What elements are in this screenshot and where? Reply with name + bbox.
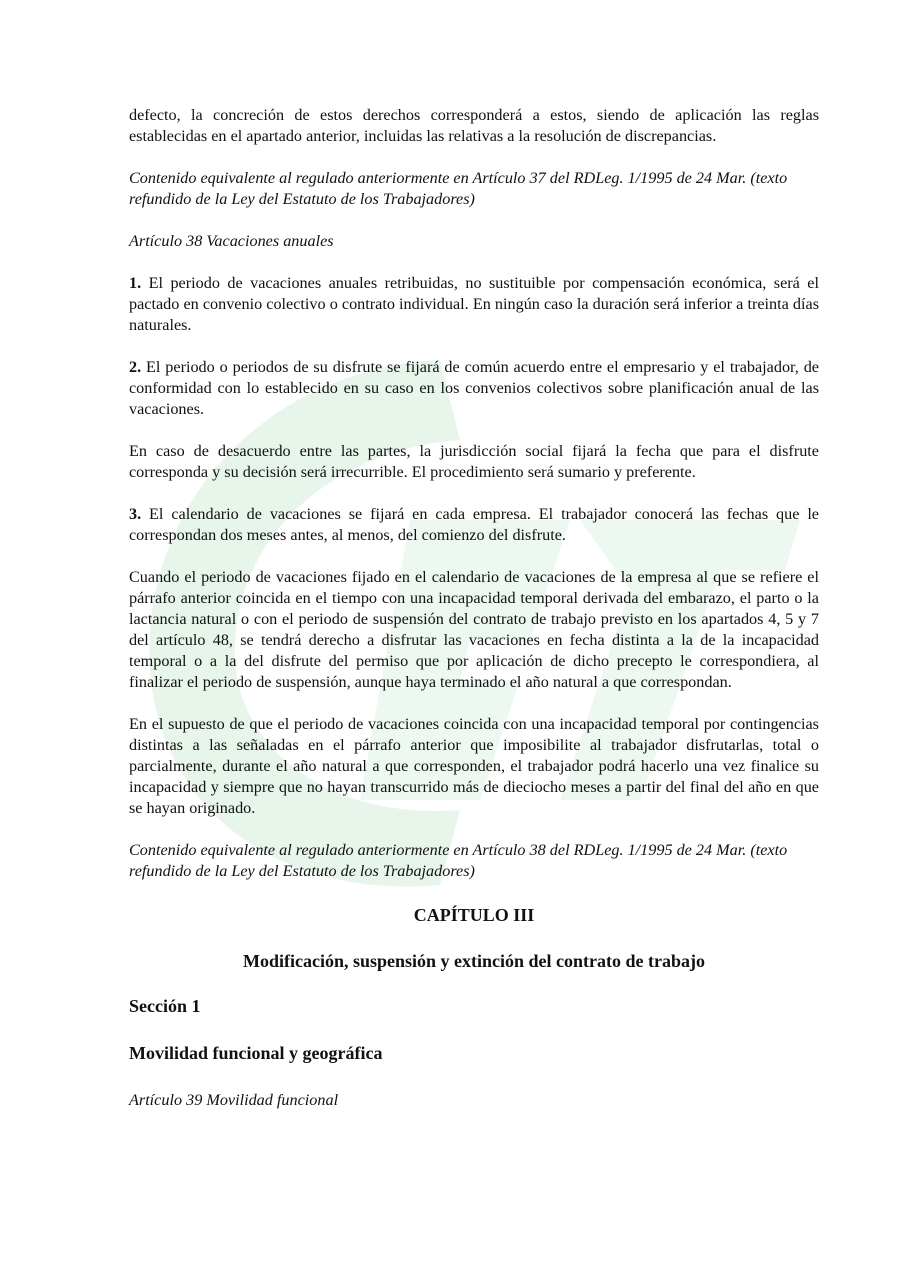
article-38-item-2 <box>129 357 819 420</box>
chapter-subtitle: Modificación, suspensión y extinción del contrato de trabajo <box>243 951 705 971</box>
document-page <box>129 105 819 1132</box>
paragraph-desacuerdo: En caso de desacuerdo entre las partes, la jurisdicción social fijará la fecha que para el disfrute corresponda y su decisión será irrecurrible. El procedimiento será sumario y preferente. <box>129 442 819 481</box>
note-article-37: Contenido equivalente al regulado anteriormente en Artículo 37 del RDLeg. 1/1995 de 24 Mar. (texto refundido de la Ley del Estatuto de los Trabajadores) <box>129 169 788 208</box>
item-text: El calendario de vacaciones se fijará en cada empresa. El trabajador conocerá las fechas que le correspondan dos meses antes, al menos, del comienzo del disfrute. <box>129 505 819 544</box>
paragraph-cuando: Cuando el periodo de vacaciones fijado en el calendario de vacaciones de la empresa al que se refiere el párrafo anterior coincida en el tiempo con una incapacidad temporal derivada del embarazo, el parto o la lactancia natural o con el periodo de suspensión del contrato de trabajo previsto en los apartados 4, 5 y 7 del artículo 48, se tendrá derecho a disfrutar las vacaciones en fecha distinta a la de la incapacidad temporal o a la del disfrute del permiso que por aplicación de dicho precepto le correspondiera, al finalizar el periodo de suspensión, aunque haya terminado el año natural a que correspondan. <box>129 568 819 691</box>
paragraph-supuesto: En el supuesto de que el periodo de vacaciones coincida con una incapacidad temporal por contingencias distintas a las señaladas en el párrafo anterior que imposibilite al trabajador disfrutarlas, total o parcialmente, durante el año natural a que corresponden, el trabajador podrá hacerlo una vez finalice su incapacidad y siempre que no hayan transcurrido más de dieciocho meses a partir del final del año en que se hayan originado. <box>129 715 819 817</box>
article-38-item-1 <box>129 273 819 336</box>
note-article-38: Contenido equivalente al regulado anteriormente en Artículo 38 del RDLeg. 1/1995 de 24 Mar. (texto refundido de la Ley del Estatuto de los Trabajadores) <box>129 841 788 880</box>
section-title: Movilidad funcional y geográfica <box>129 1043 383 1063</box>
paragraph-defecto: defecto, la concreción de estos derechos corresponderá a estos, siendo de aplicación las reglas establecidas en el apartado anterior, incluidas las relativas a la resolución de discrepancias. <box>129 106 819 145</box>
article-38-title: Artículo 38 Vacaciones anuales <box>129 232 334 250</box>
chapter-heading: CAPÍTULO III <box>413 905 535 925</box>
article-38-item-3 <box>129 504 819 546</box>
item-text: El periodo de vacaciones anuales retribuidas, no sustituible por compensación económica, será el pactado en convenio colectivo o contrato individual. En ningún caso la duración será inferior a treinta días naturales. <box>129 274 819 334</box>
item-number: 2. <box>129 358 142 376</box>
item-text: El periodo o periodos de su disfrute se fijará de común acuerdo entre el empresario y el trabajador, de conformidad con lo establecido en su caso en los convenios colectivos sobre planificación anual de las vacaciones. <box>129 358 819 418</box>
item-number: 3. <box>129 505 142 523</box>
section-heading: Sección 1 <box>129 996 201 1016</box>
article-39-title: Artículo 39 Movilidad funcional <box>129 1091 339 1109</box>
item-number: 1. <box>129 274 142 292</box>
